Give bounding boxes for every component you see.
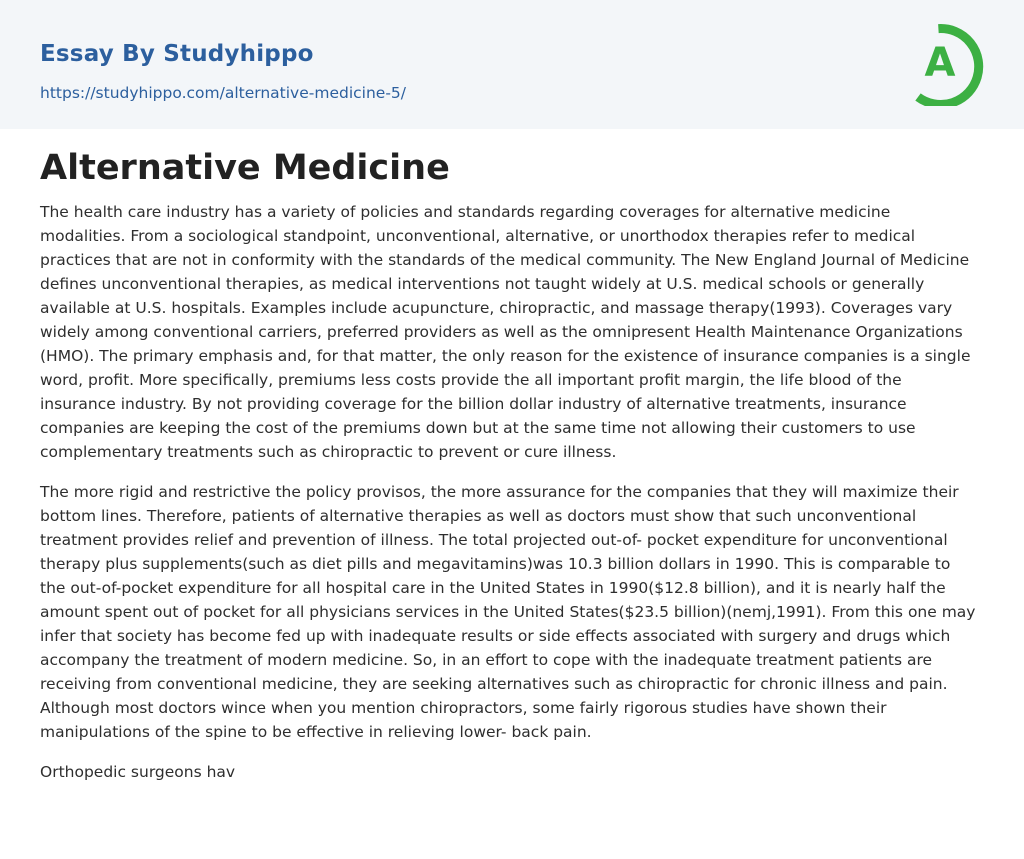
page-title: Alternative Medicine: [40, 148, 450, 188]
brand-title[interactable]: Essay By Studyhippo: [40, 41, 314, 67]
studyhippo-a-logo-icon[interactable]: [912, 20, 986, 106]
site-header: [0, 0, 1024, 129]
article: [40, 142, 980, 800]
article-paragraph: The health care industry has a variety of policies and standards regarding coverages for alternative medicine modalities. From a sociological standpoint, unconventional, alternative, or unorthodox therapies refer to medical practices that are not in conformity with the standards of the medical community. The New England Journal of Medicine defines unconventional therapies, as medical interventions not taught widely at U.S. medical schools or generally available at U.S. hospitals. Examples include acupuncture, chiropractic, and massage therapy(1993). Coverages vary widely among conventional carriers, preferred providers as well as the omnipresent Health Maintenance Organizations (HMO). The primary emphasis and, for that matter, the only reason for the existence of insurance companies is a single word, profit. More specifically, premiums less costs provide the all important profit margin, the life blood of the insurance industry. By not providing coverage for the billion dollar industry of alternative treatments, insurance companies are keeping the cost of the premiums down but at the same time not allowing their customers to use complementary treatments such as chiropractic to prevent or cure illness.: [40, 203, 971, 461]
article-paragraph: Orthopedic surgeons hav: [40, 763, 236, 781]
article-paragraph: The more rigid and restrictive the policy provisos, the more assurance for the companies that they will maximize their bottom lines. Therefore, patients of alternative therapies as well as doctors must show that such unconventional treatment provides relief and prevention of illness. The total projected out-of- pocket expenditure for unconventional therapy plus supplements(such as diet pills and megavitamins)was 10.3 billion dollars in 1990. This is comparable to the out-of-pocket expenditure for all hospital care in the United States in 1990($12.8 billion), and it is nearly half the amount spent out of pocket for all physicians services in the United States($23.5 billion)(nemj,1991). From this one may infer that society has become fed up with inadequate results or side effects associated with surgery and drugs which accompany the treatment of modern medicine. So, in an effort to cope with the inadequate treatment patients are receiving from conventional medicine, they are seeking alternatives such as chiropractic for chronic illness and pain. Although most doctors wince when you mention chiropractors, some fairly rigorous studies have shown their manipulations of the spine to be effective in relieving lower- back pain.: [40, 483, 976, 741]
source-url-link[interactable]: https://studyhippo.com/alternative-medicine-5/: [40, 84, 406, 102]
logo-letter: A: [924, 40, 956, 86]
